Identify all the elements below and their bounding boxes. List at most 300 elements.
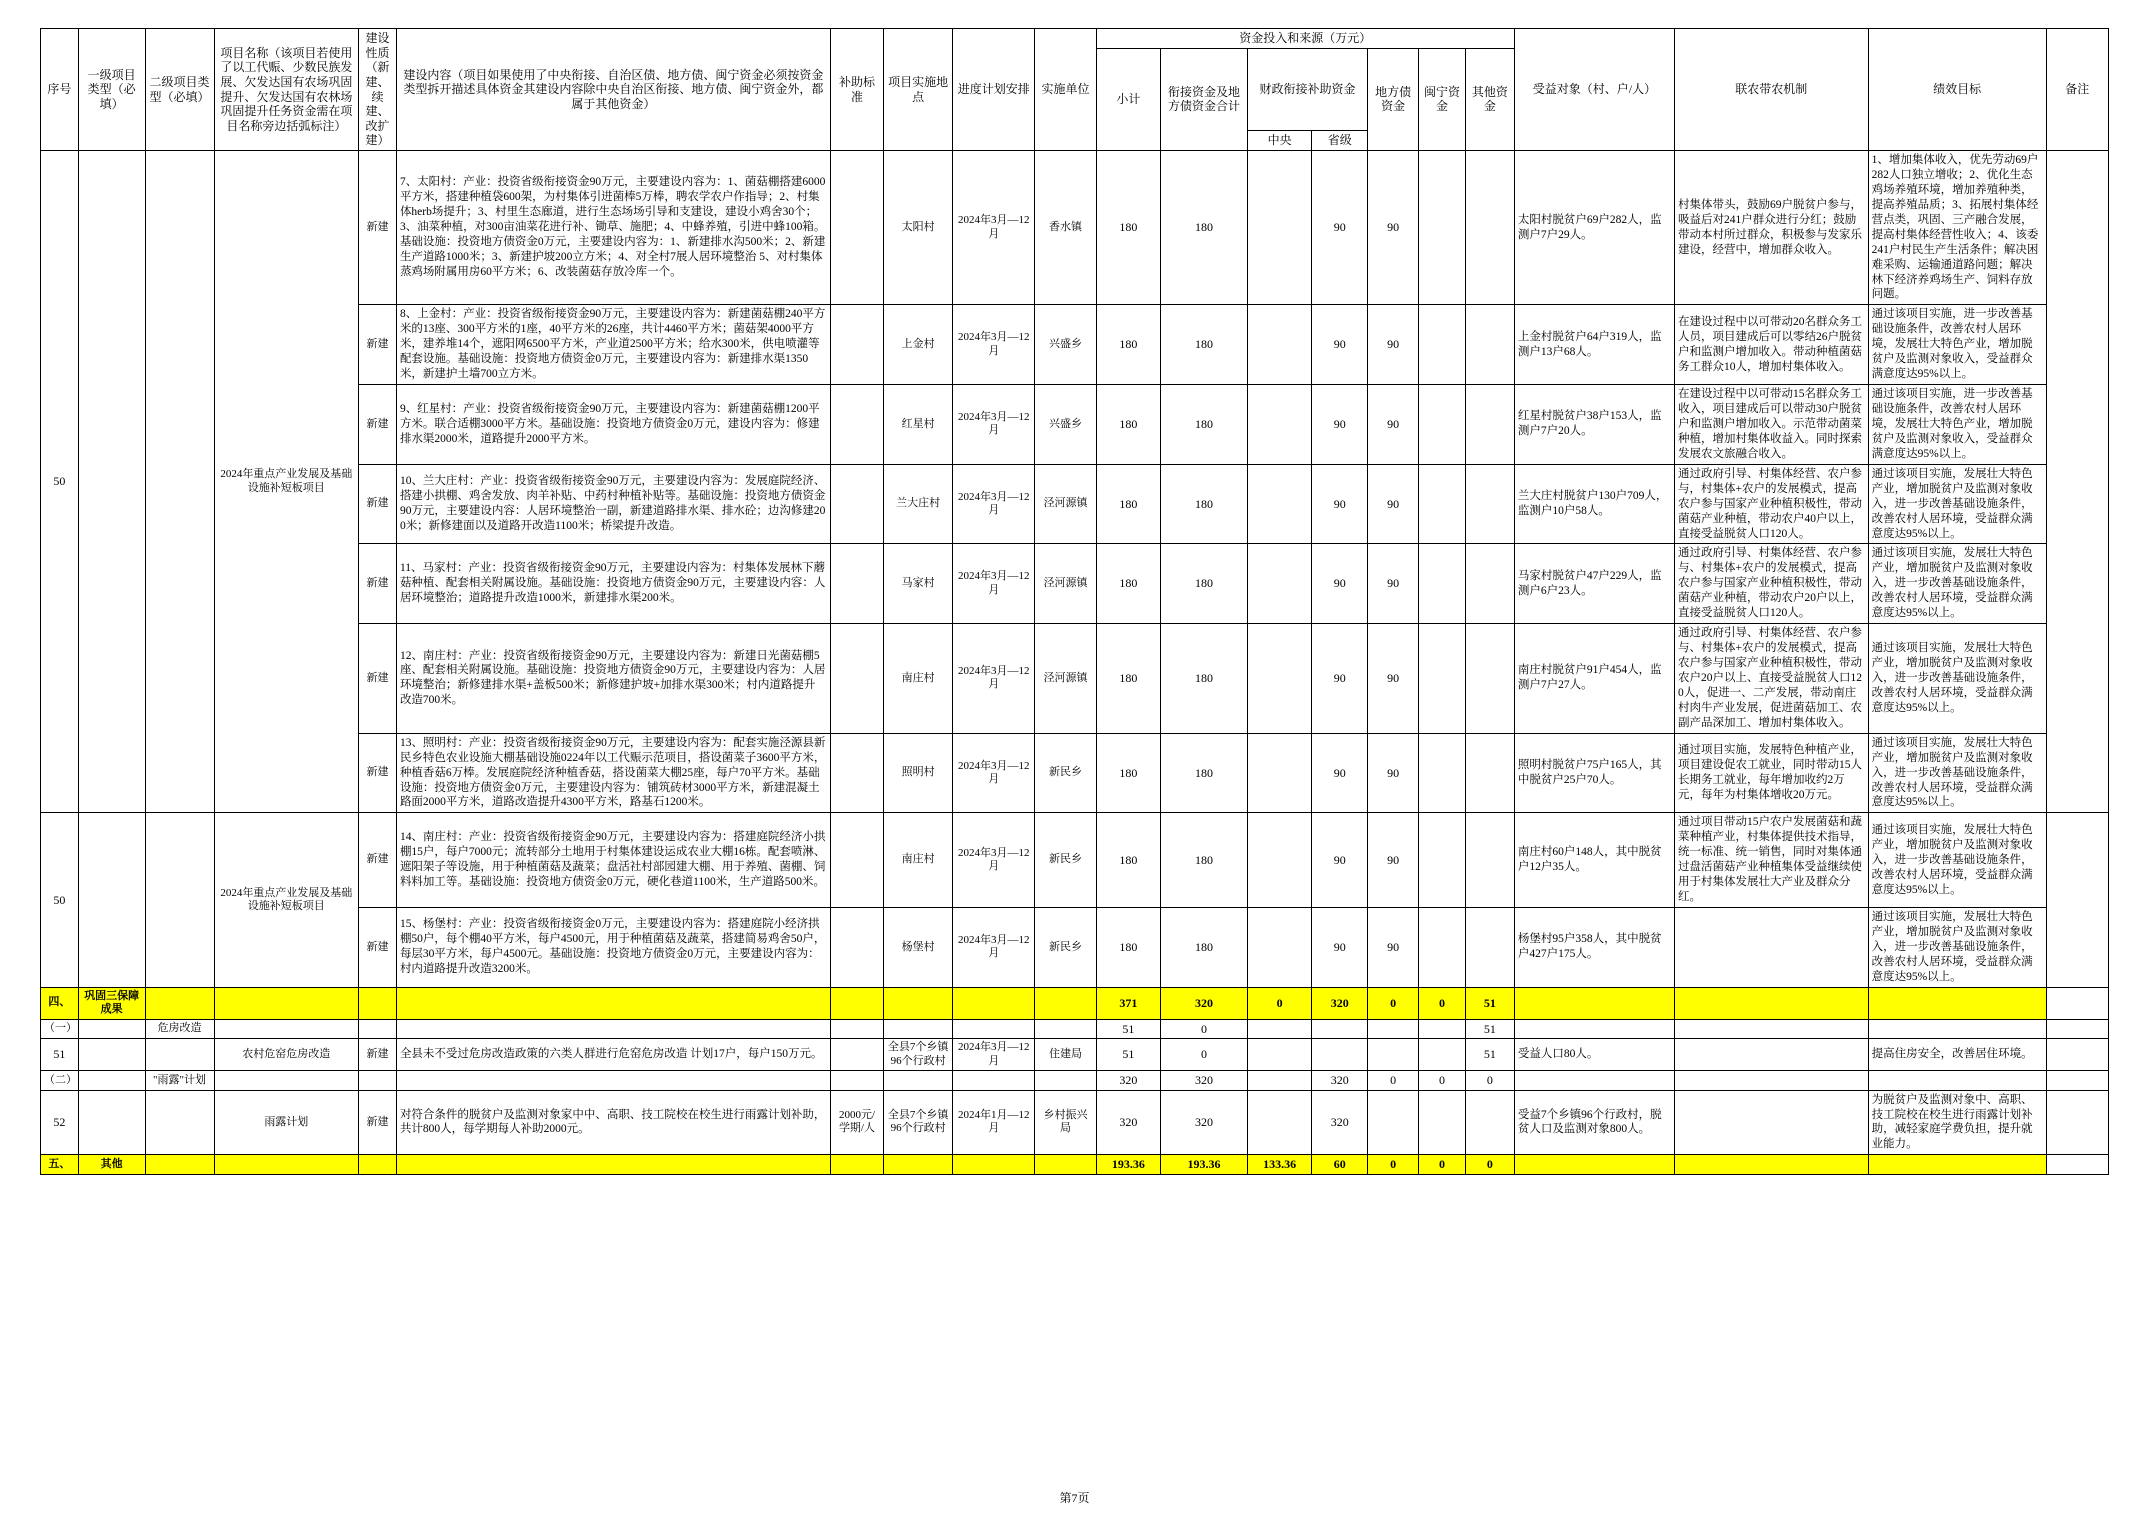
cell-mechanism: 在建设过程中以可带动15名群众务工收入，项目建成后可以带动30户脱贫户和监测户增加收入。示范带动菌菜种植，增加村集体收益入。同时探索发展农文旅融合收入。 [1675,385,1869,465]
cell-local-debt: 90 [1368,385,1419,465]
cell-place [884,1070,953,1090]
cell-other [1465,464,1514,544]
cell-central [1247,305,1312,385]
cell-total: 180 [1096,813,1161,908]
cell-seq: （二） [41,1070,79,1090]
cell-province: 90 [1312,151,1368,305]
cell-local-debt: 90 [1368,813,1419,908]
cell-subsidy [830,624,883,734]
cell-minning: 0 [1419,1070,1466,1090]
cell-subsidy [830,544,883,624]
cell-central [1247,464,1312,544]
cell-local-debt: 90 [1368,544,1419,624]
cell-remark [2046,151,2108,813]
cell-unit: 兴盛乡 [1035,385,1096,465]
cell-build-nature: 新建 [359,544,397,624]
cell-remark [2046,1155,2108,1175]
cell-province: 90 [1312,385,1368,465]
th-mechanism: 联农带农机制 [1675,29,1869,151]
cell-local-debt [1368,1039,1419,1071]
cell-minning [1419,813,1466,908]
cell-province [1312,1019,1368,1039]
cell-link-sum: 180 [1161,908,1248,988]
cell-build-nature: 新建 [359,733,397,813]
cell-unit: 住建局 [1035,1039,1096,1071]
cell-schedule [953,1155,1035,1175]
cell-build-content: 8、上金村：产业：投资省级衔接资金90万元，主要建设内容为：新建菌菇棚240平方米的13座、300平方米的1座，40平方米的26座，共计4460平方米；菌菇架4000平方米，建养堆14个，遮阳网6500平方米，产业道2500平方米；给水300米，供电喷灌等配套设施。基础设施：投资地方债资金0万元，主要建设内容为：新建排水渠1350米，新建护土墙700立方米。 [396,305,830,385]
cell-performance: 通过该项目实施，发展壮大特色产业，增加脱贫户及监测对象收入，进一步改善基础设施条件，改善农村人居环境，受益群众满意度达95%以上。 [1868,813,2046,908]
cell-local-debt: 90 [1368,151,1419,305]
cell-link-sum: 0 [1161,1039,1248,1071]
cell-unit [1035,1070,1096,1090]
cell-benefit: 受益7个乡镇96个行政村，脱贫人口及监测对象800人。 [1514,1090,1674,1155]
cell-link-sum: 180 [1161,464,1248,544]
cell-central [1247,1090,1312,1155]
th-minning: 闽宁资金 [1419,48,1466,150]
cell-local-debt: 0 [1368,1070,1419,1090]
cell-province: 320 [1312,1090,1368,1155]
cell-unit [1035,987,1096,1019]
cell-benefit: 太阳村脱贫户69户282人，监测户7户29人。 [1514,151,1674,305]
cell-place [884,1155,953,1175]
cell-seq: 50 [41,151,79,813]
th-link-sum: 衔接资金及地方债资金合计 [1161,48,1248,150]
cell-project-name [214,1155,359,1175]
cell-unit: 泾河源镇 [1035,544,1096,624]
cell-minning: 0 [1419,1155,1466,1175]
th-other: 其他资金 [1465,48,1514,150]
cell-build-nature: 新建 [359,624,397,734]
cell-province: 90 [1312,544,1368,624]
summary-row-five [41,1155,2109,1175]
cell-performance: 提高住房安全，改善居住环境。 [1868,1039,2046,1071]
cell-benefit: 受益人口80人。 [1514,1039,1674,1071]
cell-schedule [953,1070,1035,1090]
cell-benefit: 红星村脱贫户38户153人，监测户7户20人。 [1514,385,1674,465]
cell-local-debt: 0 [1368,1155,1419,1175]
cell-level2 [145,813,214,987]
cell-mechanism [1675,1155,1869,1175]
cell-level2 [145,987,214,1019]
cell-unit [1035,1155,1096,1175]
cell-local-debt: 90 [1368,908,1419,988]
th-benefit: 受益对象（村、户/人） [1514,29,1674,151]
subtotal-row-one [41,1019,2109,1039]
cell-unit [1035,1019,1096,1039]
cell-performance: 通过该项目实施，进一步改善基础设施条件，改善农村人居环境，发展壮大特色产业，增加脱贫户及监测对象收入，受益群众满意度达95%以上。 [1868,305,2046,385]
cell-build-content: 10、兰大庄村：产业：投资省级衔接资金90万元，主要建设内容为：发展庭院经济、搭建小拱棚、鸡舍发放、肉羊补贴、中药村种植补贴等。基础设施：投资地方债资金90万元，主要建设内容：人居环境整治一副，新建道路排水渠、排水砼；边沟修建200米；新修建面以及道路开改造1100米；桥梁提升改造。 [396,464,830,544]
cell-other [1465,813,1514,908]
cell-mechanism [1675,908,1869,988]
cell-build-content [396,1070,830,1090]
cell-other [1465,305,1514,385]
cell-benefit: 上金村脱贫户64户319人，监测户13户68人。 [1514,305,1674,385]
cell-total: 180 [1096,908,1161,988]
cell-performance [1868,987,2046,1019]
cell-local-debt: 90 [1368,733,1419,813]
cell-project-name: 雨露计划 [214,1090,359,1155]
cell-place: 照明村 [884,733,953,813]
cell-unit: 泾河源镇 [1035,464,1096,544]
th-schedule: 进度计划安排 [953,29,1035,151]
cell-total: 180 [1096,624,1161,734]
cell-central [1247,1070,1312,1090]
cell-schedule: 2024年1月—12月 [953,1090,1035,1155]
cell-province: 90 [1312,464,1368,544]
cell-remark [2046,1039,2108,1071]
cell-schedule [953,1019,1035,1039]
cell-remark [2046,1070,2108,1090]
cell-performance [1868,1155,2046,1175]
summary-row-four [41,987,2109,1019]
cell-mechanism: 通过政府引导、村集体经营、农户参与、村集体+农户的发展模式，提高农户参与国家产业种植积极性，带动农户20户以上、直接受益脱贫人口120人，促进一、二产发展，带动南庄村肉牛产业发展，促进菌菇加工、农副产品深加工、增加村集体收入。 [1675,624,1869,734]
cell-link-sum: 180 [1161,733,1248,813]
cell-subsidy [830,908,883,988]
cell-mechanism: 通过政府引导、村集体经营、农户参与，村集体+农户的发展模式，提高农户参与国家产业种植积极性，带动菌菇产业种植，带动农户40户以上，直接受益脱贫人口120人。 [1675,464,1869,544]
cell-unit: 新民乡 [1035,733,1096,813]
cell-place: 太阳村 [884,151,953,305]
cell-link-sum: 180 [1161,305,1248,385]
cell-mechanism: 通过项目带动15户农户发展菌菇和蔬菜种植产业，村集体提供技术指导，统一标准、统一销售，同时对集体通过盘活菌菇产业种植集体受益继续使用于村集体发展壮大产业及群众分红。 [1675,813,1869,908]
cell-level1 [78,1090,145,1155]
cell-link-sum: 180 [1161,385,1248,465]
cell-level1 [78,1019,145,1039]
table-row [41,1039,2109,1071]
cell-place: 上金村 [884,305,953,385]
cell-schedule: 2024年3月—12月 [953,385,1035,465]
table-row [41,813,2109,908]
cell-other: 51 [1465,987,1514,1019]
cell-local-debt: 90 [1368,624,1419,734]
cell-remark [2046,813,2108,987]
cell-subsidy: 2000元/学期/人 [830,1090,883,1155]
cell-build-content [396,1019,830,1039]
cell-seq: 50 [41,813,79,987]
cell-remark [2046,987,2108,1019]
cell-total: 180 [1096,464,1161,544]
cell-project-name [214,1070,359,1090]
cell-level1 [78,813,145,987]
cell-build-content: 全县未不受过危房改造政策的六类人群进行危窑危房改造 计划17户，每户150万元。 [396,1039,830,1071]
th-money-group: 资金投入和来源（万元） [1096,29,1514,49]
cell-other: 0 [1465,1070,1514,1090]
cell-central [1247,813,1312,908]
cell-other [1465,385,1514,465]
cell-link-sum: 0 [1161,1019,1248,1039]
cell-build-content [396,1155,830,1175]
cell-build-nature [359,1070,397,1090]
cell-subsidy [830,385,883,465]
cell-local-debt: 0 [1368,987,1419,1019]
cell-build-nature [359,987,397,1019]
cell-benefit [1514,1155,1674,1175]
cell-link-sum: 320 [1161,987,1248,1019]
cell-total: 180 [1096,305,1161,385]
cell-subsidy [830,813,883,908]
cell-schedule [953,987,1035,1019]
cell-province: 90 [1312,624,1368,734]
th-build-nature: 建设性质（新建、续建、改扩建） [359,29,397,151]
project-plan-table [40,28,2109,1175]
cell-other [1465,1090,1514,1155]
cell-unit: 新民乡 [1035,813,1096,908]
cell-other: 51 [1465,1039,1514,1071]
cell-link-sum: 193.36 [1161,1155,1248,1175]
page-footer: 第7页 [1059,1491,1090,1505]
th-total: 小计 [1096,48,1161,150]
cell-project-name: 农村危窑危房改造 [214,1039,359,1071]
cell-build-content: 12、南庄村：产业：投资省级衔接资金90万元，主要建设内容为：新建日光菌菇棚5座、配套相关附属设施。基础设施：投资地方债资金90万元，主要建设内容为：人居环境整治；新修建排水渠+盖板500米；新修建护坡+加排水渠300米；村内道路提升改造700米。 [396,624,830,734]
cell-central [1247,624,1312,734]
th-remark: 备注 [2046,29,2108,151]
cell-link-sum: 320 [1161,1070,1248,1090]
cell-build-nature: 新建 [359,1090,397,1155]
cell-benefit: 兰大庄村脱贫户130户709人，监测户10户58人。 [1514,464,1674,544]
cell-central [1247,733,1312,813]
cell-level2 [145,1155,214,1175]
cell-link-sum: 180 [1161,813,1248,908]
cell-central [1247,1019,1312,1039]
cell-place: 杨堡村 [884,908,953,988]
cell-minning [1419,385,1466,465]
cell-build-nature: 新建 [359,813,397,908]
cell-level2 [145,1090,214,1155]
cell-mechanism: 在建设过程中以可带动20名群众务工人员，项目建成后可以零结26户脱贫户和监测户增加收入。带动种植菌菇务工群众10人，增加村集体收入。 [1675,305,1869,385]
th-local-debt: 地方债资金 [1368,48,1419,150]
cell-place: 南庄村 [884,813,953,908]
cell-minning [1419,733,1466,813]
cell-minning: 0 [1419,987,1466,1019]
cell-province: 90 [1312,733,1368,813]
cell-benefit: 南庄村脱贫户91户454人，监测户7户27人。 [1514,624,1674,734]
cell-place: 全县7个乡镇96个行政村 [884,1090,953,1155]
cell-central [1247,908,1312,988]
cell-schedule: 2024年3月—12月 [953,813,1035,908]
cell-schedule: 2024年3月—12月 [953,544,1035,624]
cell-subsidy [830,305,883,385]
cell-benefit [1514,1070,1674,1090]
cell-central [1247,151,1312,305]
cell-schedule: 2024年3月—12月 [953,733,1035,813]
cell-central: 133.36 [1247,1155,1312,1175]
cell-unit: 新民乡 [1035,908,1096,988]
cell-link-sum: 180 [1161,544,1248,624]
cell-total: 51 [1096,1019,1161,1039]
cell-other [1465,624,1514,734]
cell-unit: 泾河源镇 [1035,624,1096,734]
subtotal-row-two [41,1070,2109,1090]
th-unit: 实施单位 [1035,29,1096,151]
cell-other: 51 [1465,1019,1514,1039]
cell-province: 90 [1312,305,1368,385]
cell-performance: 1、增加集体收入，优先劳动69户282人口独立增收；2、优化生态鸡场养殖环境，增加养殖种类，提高养殖品质；3、拓展村集体经营点类，巩固、三产融合发展，提高村集体经营性收入；4、该委241户村民生产生活条件；解决困难采购、运输通道路问题；解决林下经济养鸡场生产、饲料存放问题。 [1868,151,2046,305]
cell-level1 [78,151,145,813]
cell-link-sum: 180 [1161,151,1248,305]
table-row [41,1090,2109,1155]
cell-province: 90 [1312,813,1368,908]
cell-other: 0 [1465,1155,1514,1175]
cell-subsidy [830,733,883,813]
cell-subsidy [830,464,883,544]
cell-other [1465,151,1514,305]
cell-central [1247,385,1312,465]
cell-unit: 乡村振兴局 [1035,1090,1096,1155]
cell-project-name [214,987,359,1019]
cell-unit: 香水镇 [1035,151,1096,305]
cell-total: 193.36 [1096,1155,1161,1175]
cell-local-debt: 90 [1368,464,1419,544]
cell-benefit: 南庄村60户148人，其中脱贫户12户35人。 [1514,813,1674,908]
cell-schedule: 2024年3月—12月 [953,908,1035,988]
cell-place: 马家村 [884,544,953,624]
th-seq: 序号 [41,29,79,151]
cell-place [884,987,953,1019]
cell-subsidy [830,1039,883,1071]
cell-performance: 通过该项目实施，发展壮大特色产业，增加脱贫户及监测对象收入，进一步改善基础设施条件，改善农村人居环境，受益群众满意度达95%以上。 [1868,908,2046,988]
cell-total: 180 [1096,733,1161,813]
cell-local-debt [1368,1090,1419,1155]
cell-place: 全县7个乡镇96个行政村 [884,1039,953,1071]
cell-level1 [78,1039,145,1071]
cell-mechanism [1675,1019,1869,1039]
th-level2: 二级项目类型（必填） [145,29,214,151]
cell-subsidy [830,1070,883,1090]
cell-mechanism [1675,1070,1869,1090]
cell-performance: 通过该项目实施，发展壮大特色产业，增加脱贫户及监测对象收入，进一步改善基础设施条件，改善农村人居环境，受益群众满意度达95%以上。 [1868,464,2046,544]
th-central: 中央 [1247,131,1312,151]
cell-performance [1868,1070,2046,1090]
cell-schedule: 2024年3月—12月 [953,464,1035,544]
cell-performance: 通过该项目实施，发展壮大特色产业，增加脱贫户及监测对象收入，进一步改善基础设施条件，改善农村人居环境，受益群众满意度达95%以上。 [1868,624,2046,734]
cell-minning [1419,908,1466,988]
cell-project-name [214,1019,359,1039]
cell-mechanism: 村集体带头，鼓励69户脱贫户参与，吸益后对241户群众进行分红；鼓励带动本村所过群众，积极参与发家乐建设，经营中，增加群众收入。 [1675,151,1869,305]
cell-province: 90 [1312,908,1368,988]
cell-link-sum: 320 [1161,1090,1248,1155]
cell-total: 180 [1096,544,1161,624]
th-project-name: 项目名称（该项目若使用了以工代赈、少数民族发展、欠发达国有农场巩固提升、欠发达国有农林场巩固提升任务资金需在项目名称旁边括弧标注） [214,29,359,151]
th-subsidy: 补助标准 [830,29,883,151]
cell-schedule: 2024年3月—12月 [953,624,1035,734]
cell-place: 兰大庄村 [884,464,953,544]
cell-total: 51 [1096,1039,1161,1071]
cell-local-debt [1368,1019,1419,1039]
th-place: 项目实施地点 [884,29,953,151]
cell-mechanism: 通过项目实施，发展特色种植产业，项目建设促农工就业，同时带动15人长期务工就业，每年增加收约2万元，每年为村集体增收20万元。 [1675,733,1869,813]
cell-level2: 危房改造 [145,1019,214,1039]
cell-build-nature: 新建 [359,305,397,385]
cell-build-content: 7、太阳村：产业：投资省级衔接资金90万元，主要建设内容为：1、菌菇棚搭建6000平方米，搭建种植袋600架，为村集体引进菌棒5万棒，聘农学农户作指导；2、村集体herb场提升；3、村里生态廊道，进行生态场场引导和支建设，建设小鸡舍30个；3、油菜种植，对300亩油菜花进行补、锄草、施肥；4、中蜂养殖，引进中蜂100箱。基础设施：投资地方债资金0万元，主要建设内容为：1、新建排水沟500米；2、新建生产道路1000米；3、新建护坡200立方米；4、对全村7展人居环境整治 5、对村集体蒸鸡场附属用房60平方米；6、改装菌菇存放冷库一个。 [396,151,830,305]
cell-schedule: 2024年3月—12月 [953,1039,1035,1071]
cell-province: 320 [1312,987,1368,1019]
cell-build-nature: 新建 [359,385,397,465]
cell-other [1465,733,1514,813]
cell-mechanism [1675,987,1869,1019]
cell-performance: 通过该项目实施，进一步改善基础设施条件，改善农村人居环境，发展壮大特色产业，增加脱贫户及监测对象收入，受益群众满意度达95%以上。 [1868,385,2046,465]
cell-seq: （一） [41,1019,79,1039]
cell-total: 371 [1096,987,1161,1019]
cell-level1 [78,1070,145,1090]
cell-build-nature: 新建 [359,151,397,305]
cell-build-content: 15、杨堡村：产业：投资省级衔接资金0万元，主要建设内容为：搭建庭院小经济拱棚50户，每个棚40平方米，每户4500元，用于种植菌菇及蔬菜，搭建简易鸡舍50户，每层30平方米，每户4500元。基础设施：投资地方债资金0万元，主要建设内容为：村内道路提升改造3200米。 [396,908,830,988]
cell-central [1247,544,1312,624]
cell-performance: 通过该项目实施，发展壮大特色产业，增加脱贫户及监测对象收入，进一步改善基础设施条件，改善农村人居环境，受益群众满意度达95%以上。 [1868,544,2046,624]
cell-seq: 五、 [41,1155,79,1175]
cell-unit: 兴盛乡 [1035,305,1096,385]
cell-minning [1419,1019,1466,1039]
cell-build-content: 14、南庄村：产业：投资省级衔接资金90万元，主要建设内容为：搭建庭院经济小拱棚15户，每户7000元；流转部分土地用于村集体建设运成农业大棚16栋。配套喷淋、遮阳架子等设施，用于种植菌菇及蔬菜；盘活社村部园建大棚、用于养殖、菌棚、饲料料加工等。基础设施：投资地方债资金0万元，硬化巷道1100米，生产道路500米。 [396,813,830,908]
cell-remark [2046,1090,2108,1155]
cell-total: 180 [1096,385,1161,465]
cell-level2: "雨露"计划 [145,1070,214,1090]
th-level1: 一级项目类型（必填） [78,29,145,151]
cell-minning [1419,624,1466,734]
cell-remark [2046,1019,2108,1039]
th-fin-group: 财政衔接补助资金 [1247,48,1367,131]
cell-link-sum: 180 [1161,624,1248,734]
th-build-content: 建设内容（项目如果使用了中央衔接、自治区债、地方债、闽宁资金必须按资金类型拆开描述具体资金其建设内容除中央自治区衔接、地方债、闽宁资金外，都属于其他资金） [396,29,830,151]
cell-project-name: 2024年重点产业发展及基础设施补短板项目 [214,151,359,813]
cell-other [1465,908,1514,988]
cell-province [1312,1039,1368,1071]
cell-total: 320 [1096,1070,1161,1090]
cell-level1: 其他 [78,1155,145,1175]
cell-level2 [145,151,214,813]
cell-schedule: 2024年3月—12月 [953,305,1035,385]
th-province: 省级 [1312,131,1368,151]
cell-build-nature: 新建 [359,1039,397,1071]
cell-place [884,1019,953,1039]
cell-benefit: 杨堡村95户358人，其中脱贫户427户175人。 [1514,908,1674,988]
cell-build-nature: 新建 [359,908,397,988]
cell-total: 180 [1096,151,1161,305]
cell-other [1465,544,1514,624]
cell-project-name: 2024年重点产业发展及基础设施补短板项目 [214,813,359,987]
cell-build-content: 11、马家村：产业：投资省级衔接资金90万元，主要建设内容为：村集体发展林下蘑菇种植、配套相关附属设施。基础设施：投资地方债资金90万元，主要建设内容：人居环境整治；道路提升改造1000米，新建排水渠200米。 [396,544,830,624]
th-performance: 绩效目标 [1868,29,2046,151]
cell-level2 [145,1039,214,1071]
cell-subsidy [830,1155,883,1175]
cell-level1: 巩固三保障成果 [78,987,145,1019]
cell-total: 320 [1096,1090,1161,1155]
cell-seq: 51 [41,1039,79,1071]
cell-build-content [396,987,830,1019]
cell-central [1247,1039,1312,1071]
cell-minning [1419,544,1466,624]
cell-province: 320 [1312,1070,1368,1090]
cell-seq: 四、 [41,987,79,1019]
cell-subsidy [830,987,883,1019]
cell-subsidy [830,151,883,305]
cell-local-debt: 90 [1368,305,1419,385]
cell-minning [1419,1039,1466,1071]
cell-minning [1419,1090,1466,1155]
cell-mechanism: 通过政府引导、村集体经营、农户参与、村集体+农户的发展模式，提高农户参与国家产业种植积极性，带动菌菇产业种植，带动农户20户以上，直接受益脱贫人口120人。 [1675,544,1869,624]
cell-place: 红星村 [884,385,953,465]
cell-performance: 通过该项目实施，发展壮大特色产业，增加脱贫户及监测对象收入，进一步改善基础设施条件，改善农村人居环境，受益群众满意度达95%以上。 [1868,733,2046,813]
cell-build-nature: 新建 [359,464,397,544]
cell-build-nature [359,1019,397,1039]
cell-place: 南庄村 [884,624,953,734]
cell-build-nature [359,1155,397,1175]
cell-minning [1419,305,1466,385]
cell-province: 60 [1312,1155,1368,1175]
cell-performance: 为脱贫户及监测对象中、高职、技工院校在校生进行雨露计划补助，减轻家庭学费负担，提升就业能力。 [1868,1090,2046,1155]
cell-build-content: 对符合条件的脱贫户及监测对象家中中、高职、技工院校在校生进行雨露计划补助，共计800人，每学期每人补助2000元。 [396,1090,830,1155]
cell-central: 0 [1247,987,1312,1019]
cell-mechanism [1675,1090,1869,1155]
cell-schedule: 2024年3月—12月 [953,151,1035,305]
